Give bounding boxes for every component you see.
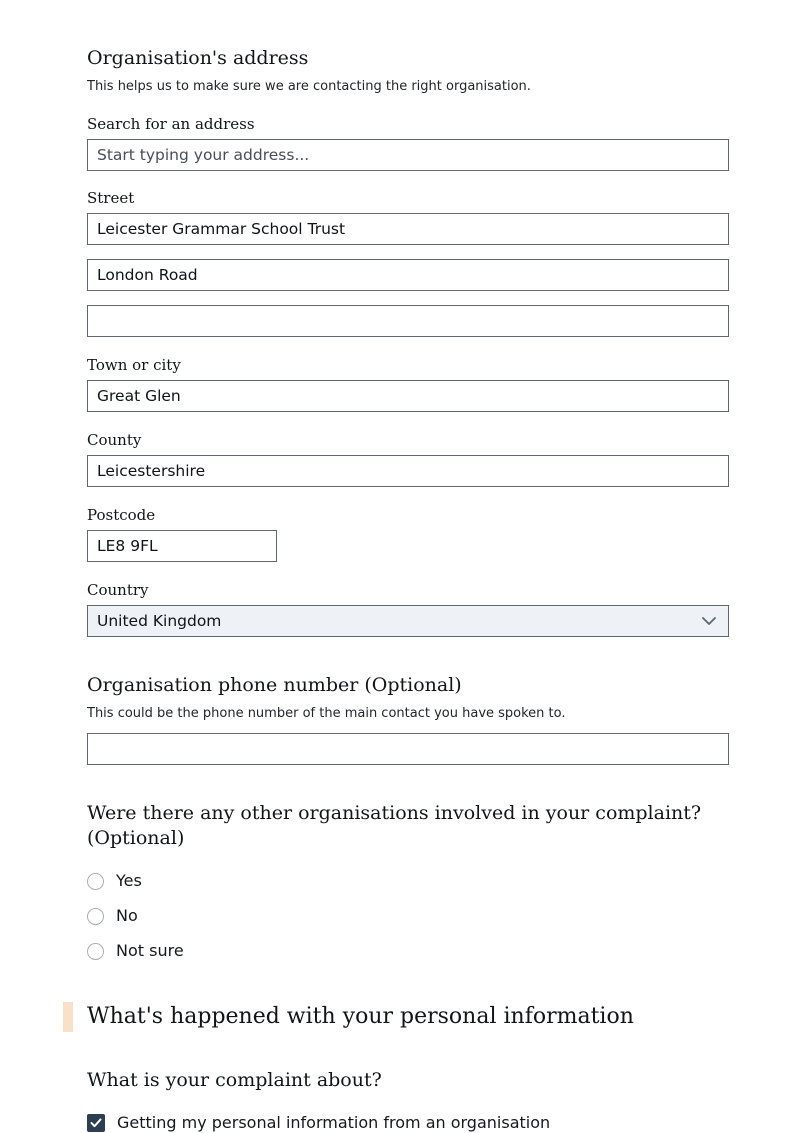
radio-option-yes[interactable] — [87, 871, 729, 891]
radio-option-not-sure[interactable] — [87, 941, 729, 961]
radio-option-no[interactable] — [87, 906, 729, 926]
organisation-address-heading: Organisation's address — [87, 47, 309, 69]
section-accent-bar — [63, 1002, 73, 1032]
postcode-label: Postcode — [87, 506, 156, 524]
phone-input[interactable] — [87, 733, 729, 765]
radio-label: Not sure — [116, 941, 184, 960]
radio-icon[interactable] — [87, 943, 104, 960]
street-label: Street — [87, 189, 135, 207]
radio-icon[interactable] — [87, 873, 104, 890]
search-address-label: Search for an address — [87, 115, 255, 133]
country-select[interactable] — [87, 605, 729, 637]
county-label: County — [87, 431, 142, 449]
radio-label: No — [116, 906, 138, 925]
section-heading-row — [63, 1002, 729, 1032]
phone-heading: Organisation phone number (Optional) — [87, 674, 462, 696]
other-organisations-question: Were there any other organisations involved in your complaint? (Optional) — [87, 802, 702, 849]
chevron-down-icon — [702, 617, 716, 626]
country-select-value: United Kingdom — [97, 612, 222, 630]
checkbox-label: Getting my personal information from an organisation — [117, 1113, 551, 1132]
phone-help: This could be the phone number of the main contact you have spoken to. — [87, 706, 566, 721]
street-line3-input[interactable] — [87, 305, 729, 337]
town-input[interactable] — [87, 380, 729, 412]
radio-label: Yes — [116, 871, 142, 890]
section-heading: What's happened with your personal information — [87, 1004, 634, 1029]
radio-icon[interactable] — [87, 908, 104, 925]
town-label: Town or city — [87, 356, 181, 374]
checkbox-option-getting-info[interactable] — [87, 1113, 729, 1133]
complaint-about-question: What is your complaint about? — [87, 1069, 382, 1091]
county-input[interactable] — [87, 455, 729, 487]
street-line2-input[interactable] — [87, 259, 729, 291]
organisation-address-help: This helps us to make sure we are contacting the right organisation. — [87, 79, 531, 94]
checkbox-checked-icon[interactable] — [87, 1114, 105, 1132]
search-address-input[interactable] — [87, 139, 729, 171]
country-label: Country — [87, 581, 149, 599]
street-line1-input[interactable] — [87, 213, 729, 245]
postcode-input[interactable] — [87, 530, 277, 562]
